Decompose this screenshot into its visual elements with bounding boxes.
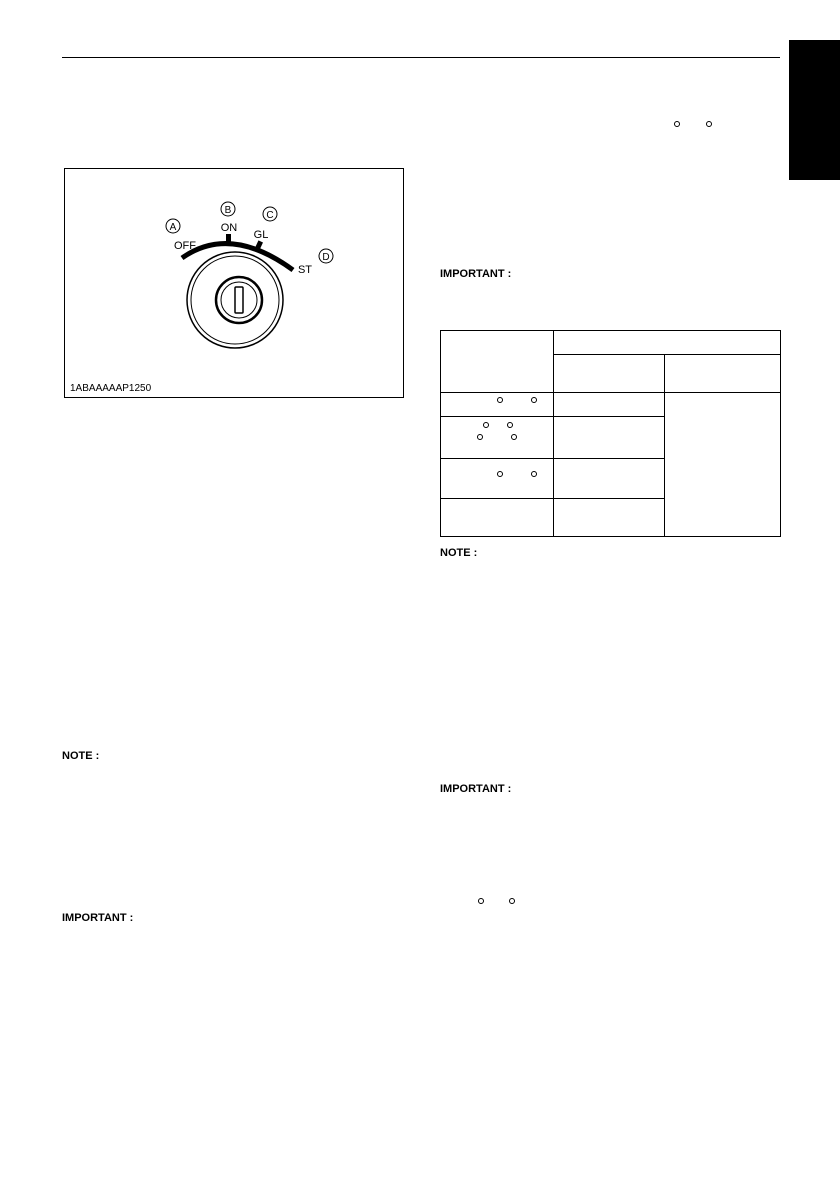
- label-off: OFF: [174, 240, 196, 252]
- table-cell: [554, 459, 665, 499]
- degree-mark: [706, 114, 712, 132]
- section-tab: [789, 40, 840, 180]
- degree-mark: [674, 114, 680, 132]
- key-slot: [235, 287, 243, 313]
- table-cell: [441, 417, 554, 459]
- degree-mark: [478, 891, 484, 909]
- on-tick: [226, 234, 231, 242]
- degree-mark: [509, 891, 515, 909]
- table-header-cell: [554, 331, 781, 355]
- table-header-cell: [665, 355, 781, 393]
- table-cell: [441, 459, 554, 499]
- key-switch-drawing: [65, 169, 403, 397]
- important-label: IMPORTANT :: [62, 912, 134, 924]
- table-cell: [665, 393, 781, 537]
- spec-table: [440, 330, 781, 537]
- marker-c: C: [266, 210, 274, 221]
- table-cell: [554, 499, 665, 537]
- figure-code: 1ABAAAAAP1250: [70, 383, 152, 394]
- header-rule: [62, 57, 780, 58]
- important-label: IMPORTANT :: [440, 268, 512, 280]
- marker-d: D: [322, 252, 330, 263]
- table-cell: [441, 499, 554, 537]
- marker-a: A: [169, 222, 177, 233]
- table-cell: [554, 417, 665, 459]
- note-label: NOTE :: [440, 547, 478, 559]
- label-st: ST: [297, 264, 313, 276]
- label-gl: GL: [253, 229, 269, 241]
- table-header-cell: [441, 331, 554, 393]
- table-cell: [441, 393, 554, 417]
- note-label: NOTE :: [62, 750, 100, 762]
- table-header-cell: [554, 355, 665, 393]
- marker-b: B: [224, 205, 232, 216]
- label-on: ON: [220, 222, 238, 234]
- key-switch-figure: [64, 168, 404, 398]
- important-label: IMPORTANT :: [440, 783, 512, 795]
- table-cell: [554, 393, 665, 417]
